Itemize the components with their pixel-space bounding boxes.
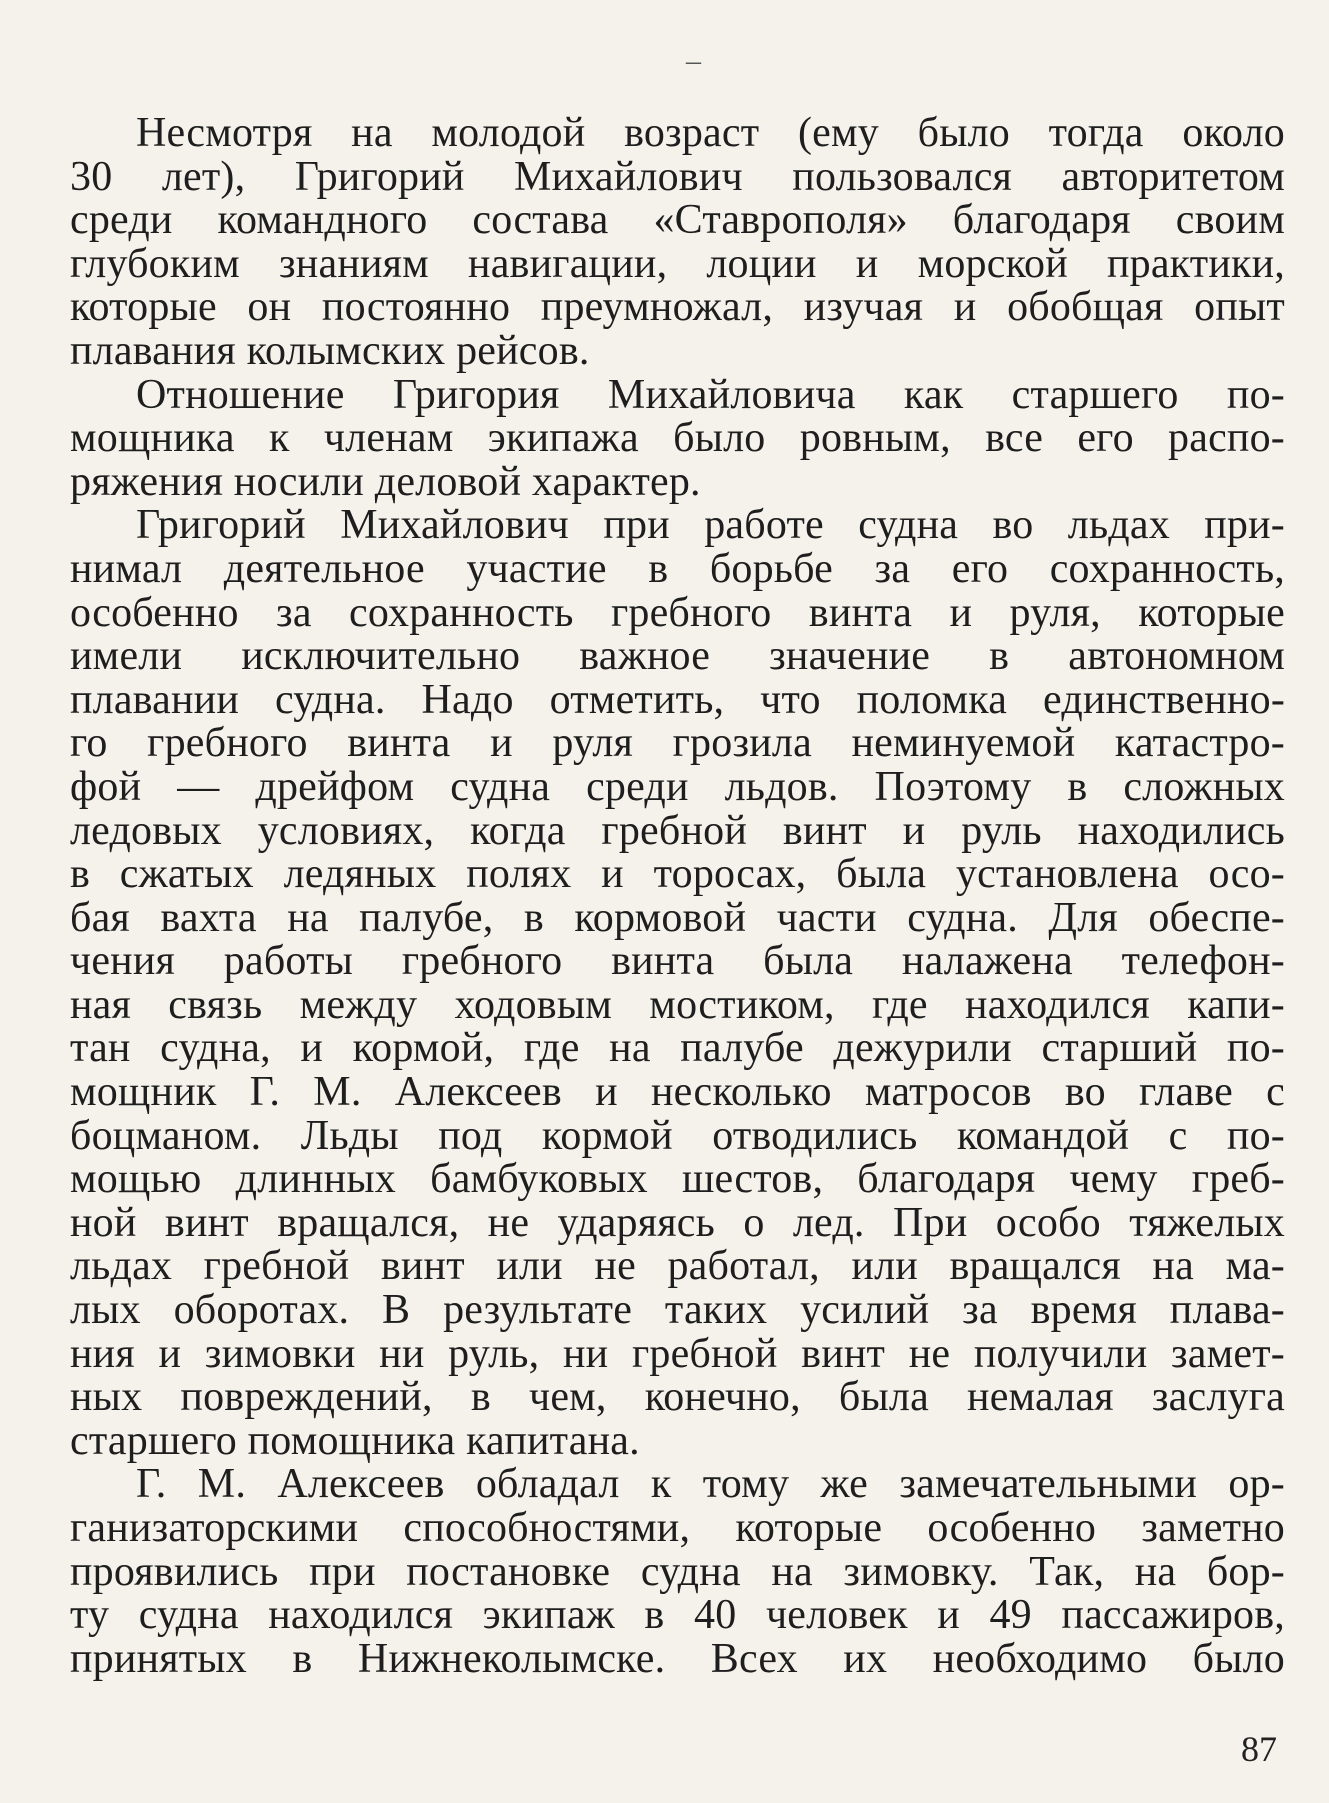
text-line: плавания колымских рейсов.: [70, 327, 590, 374]
text-line: нимал деятельное участие в борьбе за его сохранность,: [70, 545, 1285, 592]
text-line: ной винт вращался, не ударяясь о лед. При особо тяжелых: [70, 1199, 1285, 1246]
text-line: тан судна, и кормой, где на палубе дежурили старший по-: [70, 1025, 1285, 1072]
text-line: Несмотря на молодой возраст (ему было тогда около: [136, 110, 1285, 156]
text-line: ганизаторскими способностями, которые особенно заметно: [70, 1505, 1285, 1551]
text-line: ряжения носили деловой характер.: [70, 458, 701, 505]
text-line: мощник Г. М. Алексеев и несколько матросов во главе с: [70, 1069, 1285, 1116]
text-line: бая вахта на палубе, в кормовой части судна. Для обеспе-: [70, 894, 1285, 941]
paragraph: [70, 504, 1285, 1463]
text-line: ту судна находился экипаж в 40 человек и 49 пассажиров,: [70, 1592, 1285, 1639]
text-line: фой — дрейфом судна среди льдов. Поэтому в сложных: [70, 763, 1285, 810]
text-line: льдах гребной винт или не работал, или вращался на ма-: [70, 1243, 1285, 1290]
body-text: [70, 112, 1285, 1681]
text-line: го гребного винта и руля грозила неминуемой катастро-: [70, 720, 1285, 767]
text-line: проявились при постановке судна на зимовку. Так, на бор-: [70, 1548, 1285, 1595]
text-line: лых оборотах. В результате таких усилий за время плава-: [70, 1287, 1285, 1334]
text-line: в сжатых ледяных полях и торосах, была установлена осо-: [70, 851, 1285, 898]
text-line: 30 лет), Григорий Михайлович пользовался авторитетом: [70, 153, 1285, 200]
page-number: 87: [1241, 1729, 1277, 1769]
text-line: имели исключительно важное значение в автономном: [70, 633, 1285, 680]
text-line: плавании судна. Надо отметить, что поломка единственно-: [70, 676, 1285, 723]
text-line: чения работы гребного винта была налажена телефон-: [70, 938, 1285, 985]
text-line: Григорий Михайлович при работе судна во льдах при-: [136, 502, 1285, 549]
text-line: мощью длинных бамбуковых шестов, благодаря чему греб-: [70, 1156, 1285, 1203]
text-line: глубоким знаниям навигации, лоции и морской практики,: [70, 240, 1285, 287]
text-line: боцманом. Льды под кормой отводились командой с по-: [70, 1112, 1285, 1159]
text-line: принятых в Нижнеколымске. Всех их необходимо было: [70, 1635, 1285, 1682]
text-line: ных повреждений, в чем, конечно, была немалая заслуга: [70, 1374, 1285, 1421]
text-line: Отношение Григория Михайловича как старшего по-: [136, 371, 1285, 418]
paragraph: [70, 1463, 1285, 1681]
paragraph: [70, 371, 1285, 505]
text-line: мощника к членам экипажа было ровным, все его распо-: [70, 415, 1285, 462]
top-mark: –: [686, 44, 701, 77]
text-line: особенно за сохранность гребного винта и руля, которые: [70, 589, 1285, 636]
text-line: которые он постоянно преумножал, изучая и обобщая опыт: [70, 284, 1285, 331]
text-line: Г. М. Алексеев обладал к тому же замечательными ор-: [136, 1461, 1285, 1508]
text-line: ледовых условиях, когда гребной винт и руль находились: [70, 807, 1285, 854]
text-line: старшего помощника капитана.: [70, 1417, 640, 1464]
text-line: среди командного состава «Ставрополя» благодаря своим: [70, 197, 1285, 244]
text-line: ная связь между ходовым мостиком, где находился капи-: [70, 981, 1285, 1028]
text-line: ния и зимовки ни руль, ни гребной винт не получили замет-: [70, 1330, 1285, 1377]
paragraph: [70, 112, 1285, 374]
